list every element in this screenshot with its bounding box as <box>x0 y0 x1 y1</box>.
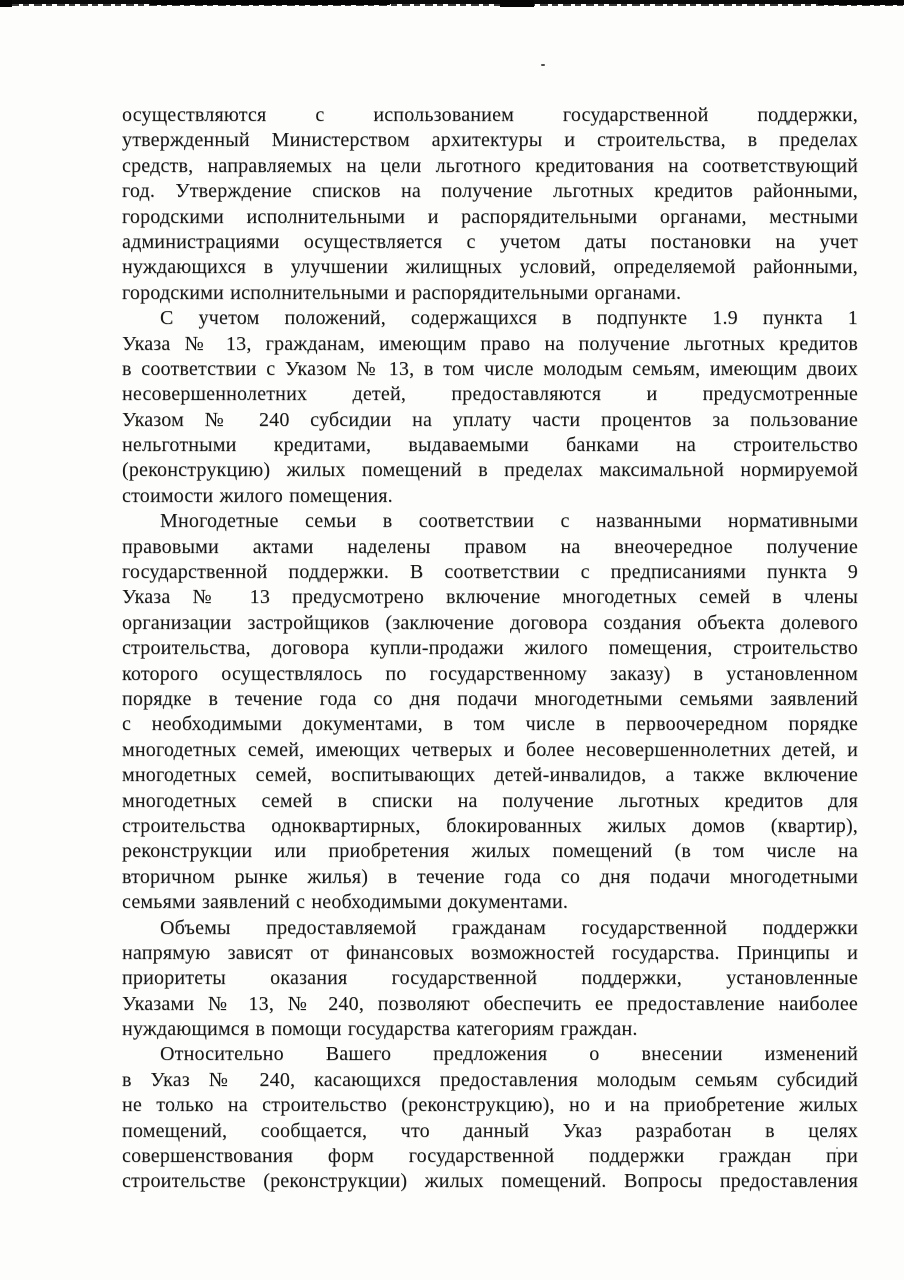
text-line: Указом № 240 субсидии на уплату части процентов за пользование <box>122 408 858 431</box>
text-line: Объемы предоставляемой гражданам государственной поддержки <box>160 916 858 939</box>
text-line: организации застройщиков (заключение договора создания объекта долевого <box>122 611 858 634</box>
text-line: в Указ № 240, касающихся предоставления молодым семьям субсидий <box>122 1068 858 1091</box>
text-line: нуждающихся в улучшении жилищных условий, определяемой районными, <box>122 256 858 279</box>
text-line: реконструкции или приобретения жилых помещений (в том числе на <box>122 840 858 863</box>
text-line: год. Утверждение списков на получение льготных кредитов районными, <box>122 180 858 203</box>
text-line: нуждающимся в помощи государства категориям граждан. <box>122 1018 638 1041</box>
text-line: утвержденный Министерством архитектуры и строительства, в пределах <box>122 129 858 152</box>
text-line: строительства одноквартирных, блокированных жилых домов (квартир), <box>122 814 858 837</box>
text-line: порядке в течение года со дня подачи многодетными семьями заявлений <box>122 687 858 710</box>
scan-speck <box>541 64 545 66</box>
text-line: Многодетные семьи в соответствии с названными нормативными <box>160 510 858 533</box>
text-line: государственной поддержки. В соответствии с предписаниями пункта 9 <box>122 561 858 584</box>
text-line: семьями заявлений с необходимыми документами. <box>122 891 569 914</box>
paragraph <box>122 509 858 915</box>
text-line: городскими исполнительными и распорядительными органами. <box>122 281 682 304</box>
document-text <box>122 103 858 1195</box>
text-line: строительства, договора купли-продажи жилого помещения, строительство <box>122 637 858 660</box>
paragraph <box>122 1042 858 1194</box>
text-line: нельготными кредитами, выдаваемыми банками на строительство <box>122 434 858 457</box>
text-line: напрямую зависят от финансовых возможностей государства. Принципы и <box>122 941 858 964</box>
paragraph <box>122 916 858 1043</box>
text-line: С учетом положений, содержащихся в подпункте 1.9 пункта 1 <box>160 307 858 330</box>
text-line: многодетных семей в списки на получение льготных кредитов для <box>122 789 858 812</box>
text-line: Указа № 13 предусмотрено включение многодетных семей в члены <box>122 586 858 609</box>
text-line: Указа № 13, гражданам, имеющим право на получение льготных кредитов <box>122 332 858 355</box>
text-line: стоимости жилого помещения. <box>122 484 393 507</box>
text-line: не только на строительство (реконструкцию), но и на приобретение жилых <box>122 1094 858 1117</box>
text-line: правовыми актами наделены правом на внеочередное получение <box>122 535 858 558</box>
text-line: которого осуществлялось по государственному заказу) в установленном <box>122 662 858 685</box>
text-line: городскими исполнительными и распорядительными органами, местными <box>122 205 858 228</box>
text-line: помещений, сообщается, что данный Указ разработан в целях <box>122 1119 858 1142</box>
scan-edge-artifact <box>150 0 390 5</box>
text-line: строительстве (реконструкции) жилых помещений. Вопросы предоставления <box>122 1170 858 1193</box>
scan-edge-artifact <box>818 0 904 5</box>
scan-edge-artifact <box>500 0 534 7</box>
text-line: несовершеннолетних детей, предоставляются и предусмотренные <box>122 383 858 406</box>
text-line: осуществляются с использованием государственной поддержки, <box>122 104 858 126</box>
text-line: Относительно Вашего предложения о внесении изменений <box>160 1043 858 1066</box>
text-line: Указами № 13, № 240, позволяют обеспечить ее предоставление наиболее <box>122 992 858 1015</box>
text-line: многодетных семей, воспитывающих детей-инвалидов, а также включение <box>122 764 858 787</box>
text-line: средств, направляемых на цели льготного кредитования на соответствующий <box>122 154 858 177</box>
scan-edge-artifact <box>0 0 12 7</box>
text-line: в соответствии с Указом № 13, в том числе молодым семьям, имеющим двоих <box>122 357 858 380</box>
text-line: вторичном рынке жилья) в течение года со дня подачи многодетными <box>122 865 858 888</box>
paragraph <box>122 306 858 509</box>
text-line: администрациями осуществляется с учетом даты постановки на учет <box>122 230 858 253</box>
text-line: многодетных семей, имеющих четверых и более несовершеннолетних детей, и <box>122 738 858 761</box>
text-line: совершенствования форм государственной поддержки граждан при <box>122 1145 858 1168</box>
text-line: с необходимыми документами, в том числе в первоочередном порядке <box>122 713 858 736</box>
text-line: (реконструкцию) жилых помещений в пределах максимальной нормируемой <box>122 459 858 482</box>
scan-edge-artifact <box>0 0 904 4</box>
paragraph <box>122 103 858 306</box>
text-line: приоритеты оказания государственной поддержки, установленные <box>122 967 858 990</box>
